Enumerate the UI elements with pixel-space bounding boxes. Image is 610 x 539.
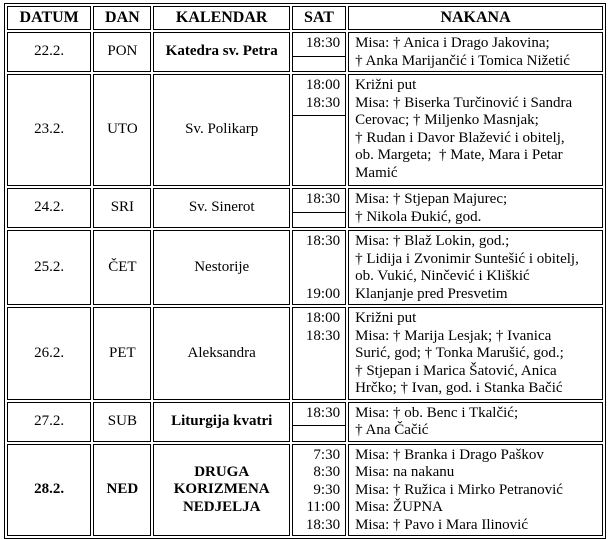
datum-cell bbox=[7, 307, 91, 400]
datum-text: 27.2. bbox=[34, 412, 65, 429]
sat-time-box bbox=[293, 403, 345, 427]
sat-time: 8:30 bbox=[313, 464, 341, 480]
sat-time-list bbox=[293, 308, 345, 345]
datum-cell bbox=[7, 230, 91, 305]
nakana-line: Križni put bbox=[355, 77, 417, 93]
nakana-line: Misa: † Branka i Drago Paškov bbox=[355, 446, 544, 463]
sat-time: 11:00 bbox=[306, 499, 341, 515]
kalendar-line: DRUGA bbox=[194, 463, 250, 480]
kalendar-line: Sv. Sinerot bbox=[188, 199, 255, 216]
sat-time: 18:30 bbox=[305, 35, 341, 51]
kalendar-cell bbox=[153, 32, 289, 72]
kalendar-cell bbox=[153, 444, 289, 537]
kalendar-line: Aleksandra bbox=[187, 344, 256, 361]
dan-text: NED bbox=[106, 481, 139, 497]
sat-time: 19:00 bbox=[305, 285, 341, 302]
nakana-line: Misa: † Pavo i Mara Ilinović bbox=[355, 516, 528, 533]
nakana-line: ob. Vukić, Ninčević i Kliškić bbox=[355, 268, 530, 284]
kalendar-line: NEDJELJA bbox=[182, 498, 261, 515]
nakana-line: Misa: † Ružica i Mirko Petranović bbox=[355, 481, 563, 498]
column-header-datum: DATUM bbox=[7, 6, 91, 30]
table-row bbox=[7, 402, 603, 442]
dan-cell bbox=[93, 307, 151, 400]
datum-text: 25.2. bbox=[34, 258, 65, 275]
dan-text: PON bbox=[107, 43, 138, 60]
dan-cell bbox=[93, 188, 151, 228]
kalendar-line: Katedra sv. Petra bbox=[165, 43, 278, 60]
datum-cell bbox=[7, 444, 91, 537]
sat-time: 18:00 bbox=[305, 310, 341, 326]
sat-time-list bbox=[293, 231, 345, 251]
datum-cell bbox=[7, 188, 91, 228]
nakana-line: Misa: † Biserka Turčinović i Sandra bbox=[355, 94, 573, 111]
table-row bbox=[7, 74, 603, 186]
datum-cell bbox=[7, 74, 91, 186]
table-row bbox=[7, 230, 603, 305]
nakana-line: Križni put bbox=[355, 310, 417, 326]
sat-time-list bbox=[293, 445, 345, 535]
table-row bbox=[7, 444, 603, 537]
kalendar-line: Nestorije bbox=[194, 258, 250, 275]
sat-time: 7:30 bbox=[313, 446, 341, 463]
sat-cell bbox=[292, 230, 346, 305]
column-header-nakana: NAKANA bbox=[348, 6, 603, 30]
datum-cell bbox=[7, 32, 91, 72]
kalendar-cell bbox=[153, 402, 289, 442]
dan-cell bbox=[93, 444, 151, 537]
nakana-line: Misa: † Blaž Lokin, god.; bbox=[355, 233, 510, 249]
sat-time: 18:00 bbox=[305, 77, 341, 93]
nakana-line: Misa: † ob. Benc i Tkalčić; bbox=[355, 404, 519, 421]
sat-cell bbox=[292, 32, 346, 72]
datum-text: 28.2. bbox=[34, 481, 65, 497]
nakana-line: ob. Margeta; † Mate, Mara i Petar bbox=[355, 147, 563, 163]
datum-text: 26.2. bbox=[34, 344, 65, 361]
nakana-cell bbox=[348, 188, 603, 228]
nakana-line: Mamić bbox=[355, 164, 398, 181]
nakana-line: Misa: † Anica i Drago Jakovina; bbox=[355, 35, 550, 51]
sat-time-box bbox=[293, 75, 345, 116]
sat-time: 18:30 bbox=[305, 191, 341, 207]
sat-time: 18:30 bbox=[305, 327, 341, 344]
nakana-line: † Stjepan i Marica Šatović, Anica bbox=[355, 362, 557, 379]
nakana-line: Klanjanje pred Presvetim bbox=[355, 285, 508, 302]
dan-cell bbox=[93, 230, 151, 305]
datum-text: 22.2. bbox=[34, 43, 65, 60]
nakana-line: † Ana Čačić bbox=[355, 422, 429, 438]
header-row bbox=[7, 6, 603, 30]
nakana-cell bbox=[348, 402, 603, 442]
sat-cell bbox=[292, 74, 346, 186]
sat-cell bbox=[292, 402, 346, 442]
kalendar-cell bbox=[153, 74, 289, 186]
nakana-cell bbox=[348, 74, 603, 186]
kalendar-cell bbox=[153, 230, 289, 305]
dan-text: ČET bbox=[108, 258, 137, 275]
sat-cell bbox=[292, 307, 346, 400]
nakana-line: Hrčko; † Ivan, god. i Stanka Bačić bbox=[355, 380, 563, 396]
nakana-cell bbox=[348, 32, 603, 72]
dan-cell bbox=[93, 402, 151, 442]
sat-time: 18:30 bbox=[305, 404, 341, 421]
dan-text: SUB bbox=[107, 412, 137, 429]
nakana-line: Misa: ŽUPNA bbox=[355, 499, 444, 515]
sat-time-box bbox=[293, 189, 345, 213]
nakana-cell bbox=[348, 307, 603, 400]
nakana-cell bbox=[348, 230, 603, 305]
liturgical-schedule-table bbox=[4, 3, 606, 539]
sat-time-bottom bbox=[295, 286, 340, 304]
table-row bbox=[7, 188, 603, 228]
nakana-line: Misa: † Stjepan Majurec; bbox=[355, 191, 508, 207]
nakana-line: † Lidija i Zvonimir Suntešić i obitelj, bbox=[355, 250, 579, 267]
nakana-line: † Rudan i Davor Blažević i obitelj, bbox=[355, 129, 565, 146]
datum-text: 24.2. bbox=[34, 199, 65, 216]
dan-text: UTO bbox=[107, 121, 138, 138]
sat-time: 9:30 bbox=[313, 481, 341, 498]
dan-cell bbox=[93, 74, 151, 186]
dan-text: SRI bbox=[110, 199, 135, 216]
nakana-line: † Nikola Đukić, god. bbox=[355, 208, 482, 225]
nakana-line: Misa: † Marija Lesjak; † Ivanica bbox=[355, 327, 552, 344]
kalendar-line: KORIZMENA bbox=[173, 481, 270, 497]
column-header-sat: SAT bbox=[292, 6, 346, 30]
nakana-cell bbox=[348, 444, 603, 537]
datum-text: 23.2. bbox=[34, 121, 65, 138]
kalendar-line: Liturgija kvatri bbox=[171, 412, 273, 429]
dan-cell bbox=[93, 32, 151, 72]
sat-time: 18:30 bbox=[305, 233, 341, 249]
sat-time-box bbox=[293, 33, 345, 57]
sat-time: 18:30 bbox=[305, 516, 341, 533]
sat-time: 18:30 bbox=[305, 94, 341, 111]
nakana-line: Cerovac; † Miljenko Masnjak; bbox=[355, 112, 539, 128]
column-header-kalendar: KALENDAR bbox=[153, 6, 289, 30]
kalendar-line: Sv. Polikarp bbox=[185, 121, 259, 138]
nakana-line: Misa: na nakanu bbox=[355, 464, 455, 480]
datum-cell bbox=[7, 402, 91, 442]
kalendar-cell bbox=[153, 307, 289, 400]
dan-text: PET bbox=[109, 344, 136, 361]
table-row bbox=[7, 307, 603, 400]
sat-cell bbox=[292, 188, 346, 228]
column-header-dan: DAN bbox=[93, 6, 151, 30]
table-row bbox=[7, 32, 603, 72]
nakana-line: † Anka Marijančić i Tomica Nižetić bbox=[355, 52, 570, 69]
kalendar-cell bbox=[153, 188, 289, 228]
sat-cell bbox=[292, 444, 346, 537]
nakana-line: Surić, god; † Tonka Marušić, god.; bbox=[355, 345, 564, 361]
